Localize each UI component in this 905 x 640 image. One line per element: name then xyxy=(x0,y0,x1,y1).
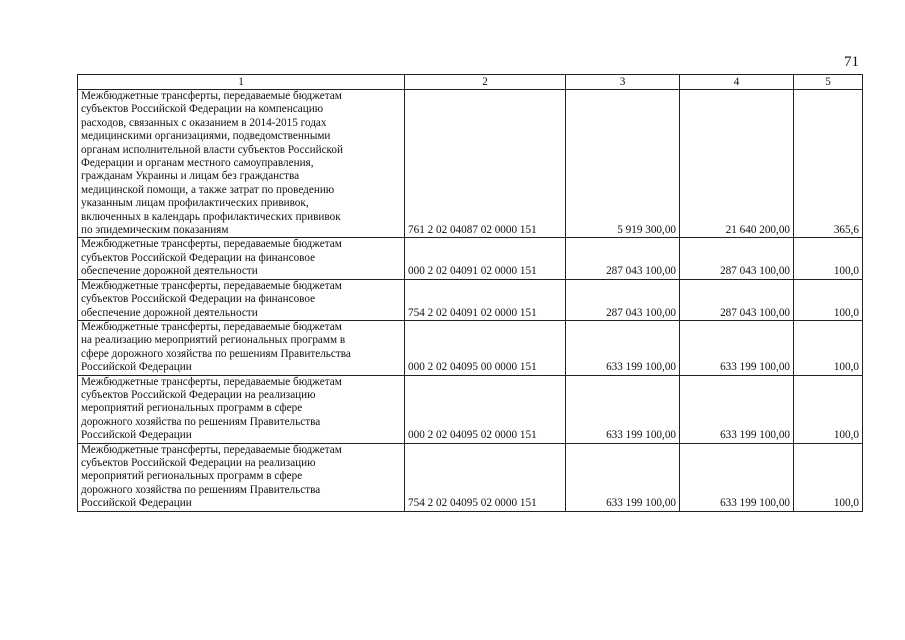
row-name: Межбюджетные трансферты, передаваемые бюджетам субъектов Российской Федерации на реализацию мероприятий региональных программ в сфере дорожного хозяйства по решениям Правительства Российской Федерации xyxy=(81,375,342,442)
row-percent: 100,0 xyxy=(833,306,859,319)
row-code-cell xyxy=(405,320,566,375)
row-actual-amount-cell xyxy=(680,279,794,320)
row-percent-cell xyxy=(794,443,863,511)
row-plan-amount: 633 199 100,00 xyxy=(606,361,676,374)
column-header-2: 2 xyxy=(405,75,566,90)
row-actual-amount: 287 043 100,00 xyxy=(720,306,790,319)
row-plan-amount-cell xyxy=(566,90,680,238)
budget-table xyxy=(77,74,863,512)
row-code-cell xyxy=(405,375,566,443)
row-percent-cell xyxy=(794,238,863,279)
row-name: Межбюджетные трансферты, передаваемые бюджетам на реализацию мероприятий региональных программ в сфере дорожного хозяйства по решениям Правительства Российской Федерации xyxy=(81,320,351,374)
table-row xyxy=(78,279,863,320)
row-code-cell xyxy=(405,279,566,320)
row-actual-amount-cell xyxy=(680,90,794,238)
row-name-cell xyxy=(78,375,405,443)
row-actual-amount-cell xyxy=(680,320,794,375)
page-number: 71 xyxy=(844,54,859,70)
table-row xyxy=(78,238,863,279)
row-plan-amount: 633 199 100,00 xyxy=(606,429,676,442)
row-code: 000 2 02 04095 02 0000 151 xyxy=(408,429,537,442)
row-actual-amount: 633 199 100,00 xyxy=(720,361,790,374)
row-code: 000 2 02 04095 00 0000 151 xyxy=(408,361,537,374)
row-actual-amount: 21 640 200,00 xyxy=(725,224,790,237)
row-percent-cell xyxy=(794,90,863,238)
row-plan-amount-cell xyxy=(566,320,680,375)
row-code: 754 2 02 04095 02 0000 151 xyxy=(408,497,537,510)
table-row xyxy=(78,90,863,238)
row-name-cell xyxy=(78,279,405,320)
table-row xyxy=(78,320,863,375)
row-actual-amount-cell xyxy=(680,238,794,279)
row-actual-amount: 633 199 100,00 xyxy=(720,497,790,510)
row-actual-amount: 287 043 100,00 xyxy=(720,265,790,278)
row-plan-amount: 5 919 300,00 xyxy=(617,224,676,237)
row-code: 754 2 02 04091 02 0000 151 xyxy=(408,306,537,319)
row-plan-amount-cell xyxy=(566,443,680,511)
row-name: Межбюджетные трансферты, передаваемые бюджетам субъектов Российской Федерации на компенсацию расходов, связанных с оказанием в 2014-2015 годах медицинскими организациями, подведомственными органам исполнительной власти субъектов Российской Федерации и органам местного самоуправления, гражданам Украины и лицам без гражданства медицинской помощи, а также затрат по проведению указанным лицам профилактических прививок, включенных в календарь профилактических прививок по эпидемическим показаниям xyxy=(81,90,344,237)
row-actual-amount-cell xyxy=(680,443,794,511)
row-percent: 100,0 xyxy=(833,429,859,442)
row-plan-amount: 633 199 100,00 xyxy=(606,497,676,510)
row-name-cell xyxy=(78,238,405,279)
row-name-cell xyxy=(78,443,405,511)
row-code-cell xyxy=(405,443,566,511)
column-header-5: 5 xyxy=(794,75,863,90)
row-name-cell xyxy=(78,320,405,375)
row-plan-amount-cell xyxy=(566,238,680,279)
row-code-cell xyxy=(405,238,566,279)
row-plan-amount: 287 043 100,00 xyxy=(606,265,676,278)
row-code-cell xyxy=(405,90,566,238)
column-header-1: 1 xyxy=(78,75,405,90)
row-percent-cell xyxy=(794,279,863,320)
table-header-row xyxy=(78,75,863,90)
column-header-4: 4 xyxy=(680,75,794,90)
row-actual-amount-cell xyxy=(680,375,794,443)
row-plan-amount-cell xyxy=(566,279,680,320)
table-row xyxy=(78,375,863,443)
row-percent: 100,0 xyxy=(833,361,859,374)
row-percent-cell xyxy=(794,375,863,443)
row-percent: 100,0 xyxy=(833,265,859,278)
row-plan-amount-cell xyxy=(566,375,680,443)
table-body xyxy=(78,90,863,512)
row-name: Межбюджетные трансферты, передаваемые бюджетам субъектов Российской Федерации на финансовое обеспечение дорожной деятельности xyxy=(81,279,342,319)
row-percent: 365,6 xyxy=(833,224,859,237)
column-header-3: 3 xyxy=(566,75,680,90)
row-name-cell xyxy=(78,90,405,238)
row-name: Межбюджетные трансферты, передаваемые бюджетам субъектов Российской Федерации на реализацию мероприятий региональных программ в сфере дорожного хозяйства по решениям Правительства Российской Федерации xyxy=(81,443,342,510)
table-row xyxy=(78,443,863,511)
row-code: 761 2 02 04087 02 0000 151 xyxy=(408,224,537,237)
row-plan-amount: 287 043 100,00 xyxy=(606,306,676,319)
row-name: Межбюджетные трансферты, передаваемые бюджетам субъектов Российской Федерации на финансовое обеспечение дорожной деятельности xyxy=(81,238,342,278)
row-percent-cell xyxy=(794,320,863,375)
row-percent: 100,0 xyxy=(833,497,859,510)
row-actual-amount: 633 199 100,00 xyxy=(720,429,790,442)
row-code: 000 2 02 04091 02 0000 151 xyxy=(408,265,537,278)
